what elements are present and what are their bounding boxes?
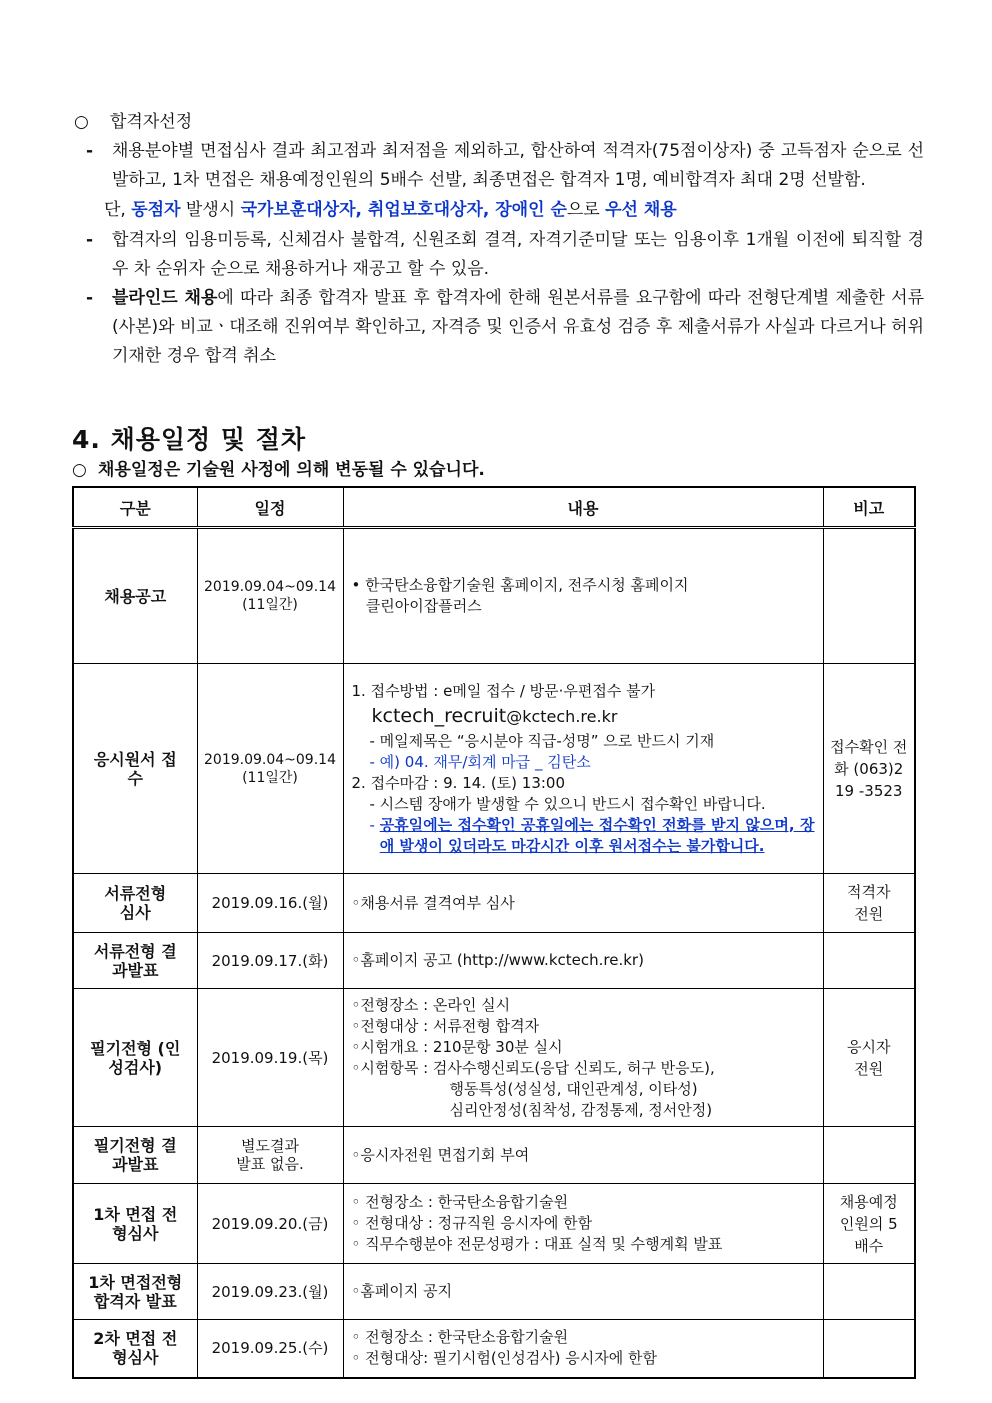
date-cell: 별도결과 발표 없음. <box>197 1127 343 1184</box>
table-row <box>73 933 915 989</box>
note-cell <box>823 528 915 664</box>
date-cell: 2019.09.20.(금) <box>197 1184 343 1264</box>
note-cell: 적격자 전원 <box>823 874 915 933</box>
stage-cell: 필기전형 결과발표 <box>73 1127 197 1184</box>
content-cell: ◦채용서류 결격여부 심사 <box>343 874 823 933</box>
table-header-row <box>73 487 915 528</box>
stage-cell: 응시원서 접수 <box>73 664 197 874</box>
selection-section <box>72 108 924 371</box>
email-address: kctech_recruit@kctech.re.kr <box>371 704 618 727</box>
header-cell: 구분 <box>73 487 197 528</box>
content-cell: ◦홈페이지 공지 <box>343 1264 823 1320</box>
content-cell: ◦ 전형장소 : 한국탄소융합기술원 ◦ 전형대상 : 정규직원 응시자에 한함 ◦ 직무수행분야 전문성평가 : 대표 실적 및 수행계획 발표 <box>343 1184 823 1264</box>
content-cell: ◦전형장소 : 온라인 실시 ◦전형대상 : 서류전형 합격자 ◦시험개요 : 210문항 30분 실시 ◦시험항목 : 검사수행신뢰도(응답 신뢰도, 허구 반응도), 행동특성(성실성, 대인관계성, 이타성) 심리안정성(침착성, 감정통제, 정서안정) <box>343 989 823 1127</box>
stage-cell: 필기전형 (인성검사) <box>73 989 197 1127</box>
note-cell <box>823 1264 915 1320</box>
content-cell: ◦홈페이지 공고 (http://www.kctech.re.kr) <box>343 933 823 989</box>
date-cell: 2019.09.04~09.14 (11일간) <box>197 528 343 664</box>
section-subtitle: ○ 채용일정은 기술원 사정에 의해 변동될 수 있습니다. <box>72 460 485 480</box>
note-cell <box>823 1320 915 1378</box>
table-row <box>73 874 915 933</box>
selection-heading: ○ 합격자선정 <box>72 108 924 137</box>
table-row <box>73 1127 915 1184</box>
selection-bullet: - 채용분야별 면접심사 결과 최고점과 최저점을 제외하고, 합산하여 적격자(75점이상자) 중 고득점자 순으로 선발하고, 1차 면접은 채용예정인원의 5배수 선발, 최종면접은 합격자 1명, 예비합격자 최대 2명 선발함. <box>86 141 924 190</box>
date-cell: 2019.09.19.(목) <box>197 989 343 1127</box>
date-cell: 2019.09.25.(수) <box>197 1320 343 1378</box>
note-cell: 응시자 전원 <box>823 989 915 1127</box>
table-row <box>73 1320 915 1378</box>
schedule-table <box>72 486 916 1379</box>
note-cell: 접수확인 전화 (063)219 -3523 <box>823 664 915 874</box>
header-cell: 비고 <box>823 487 915 528</box>
date-cell: 2019.09.04~09.14 (11일간) <box>197 664 343 874</box>
selection-bullet: - 합격자의 임용미등록, 신체검사 불합격, 신원조회 결격, 자격기준미달 또는 임용이후 1개월 이전에 퇴직할 경우 차 순위자 순으로 채용하거나 재공고 할 수 있음. <box>86 230 924 279</box>
stage-cell: 2차 면접 전형심사 <box>73 1320 197 1378</box>
header-cell: 일정 <box>197 487 343 528</box>
content-cell: 1. 접수방법 : e메일 접수 / 방문·우편접수 불가 kctech_recruit@kctech.re.kr - 메일제목은 “응시분야 직급-성명” 으로 반드시 기재 - 예) 04. 재무/회계 마급 _ 김탄소 2. 접수마감 : 9. 14. (토) 13:00 - 시스템 장애가 발생할 수 있으니 반드시 접수확인 바랍니다. - 공휴일에는 접수확인 공휴일에는 접수확인 전화를 받지 않으며, 장애 발생이 있더라도 마감시간 이후 원서접수는 불가합니다. <box>343 664 823 874</box>
header-cell: 내용 <box>343 487 823 528</box>
tie-note: 단, 동점자 발생시 국가보훈대상자, 취업보호대상자, 장애인 순으로 우선 채용 <box>104 200 677 220</box>
note-cell: 채용예정 인원의 5배수 <box>823 1184 915 1264</box>
table-row <box>73 1184 915 1264</box>
stage-cell: 1차 면접 전형심사 <box>73 1184 197 1264</box>
stage-cell: 채용공고 <box>73 528 197 664</box>
table-row <box>73 664 915 874</box>
content-cell: ◦응시자전원 면접기회 부여 <box>343 1127 823 1184</box>
date-cell: 2019.09.16.(월) <box>197 874 343 933</box>
note-cell <box>823 1127 915 1184</box>
table-row <box>73 1264 915 1320</box>
selection-bullet: - 블라인드 채용에 따라 최종 합격자 발표 후 합격자에 한해 원본서류를 요구함에 따라 전형단계별 제출한 서류(사본)와 비교ㆍ대조해 진위여부 확인하고, 자격증 및 인증서 유효성 검증 후 제출서류가 사실과 다르거나 허위기재한 경우 합격 취소 <box>86 288 924 366</box>
content-cell: ◦ 전형장소 : 한국탄소융합기술원 ◦ 전형대상: 필기시험(인성검사) 응시자에 한함 <box>343 1320 823 1378</box>
note-cell <box>823 933 915 989</box>
date-cell: 2019.09.23.(월) <box>197 1264 343 1320</box>
circle-marker: ○ <box>74 112 89 132</box>
stage-cell: 서류전형 결과발표 <box>73 933 197 989</box>
section-title: 4. 채용일정 및 절차 <box>72 425 307 454</box>
content-cell: • 한국탄소융합기술원 홈페이지, 전주시청 홈페이지 클린아이잡플러스 <box>343 528 823 664</box>
stage-cell: 1차 면접전형 합격자 발표 <box>73 1264 197 1320</box>
stage-cell: 서류전형 심사 <box>73 874 197 933</box>
date-cell: 2019.09.17.(화) <box>197 933 343 989</box>
table-row <box>73 528 915 664</box>
table-row <box>73 989 915 1127</box>
